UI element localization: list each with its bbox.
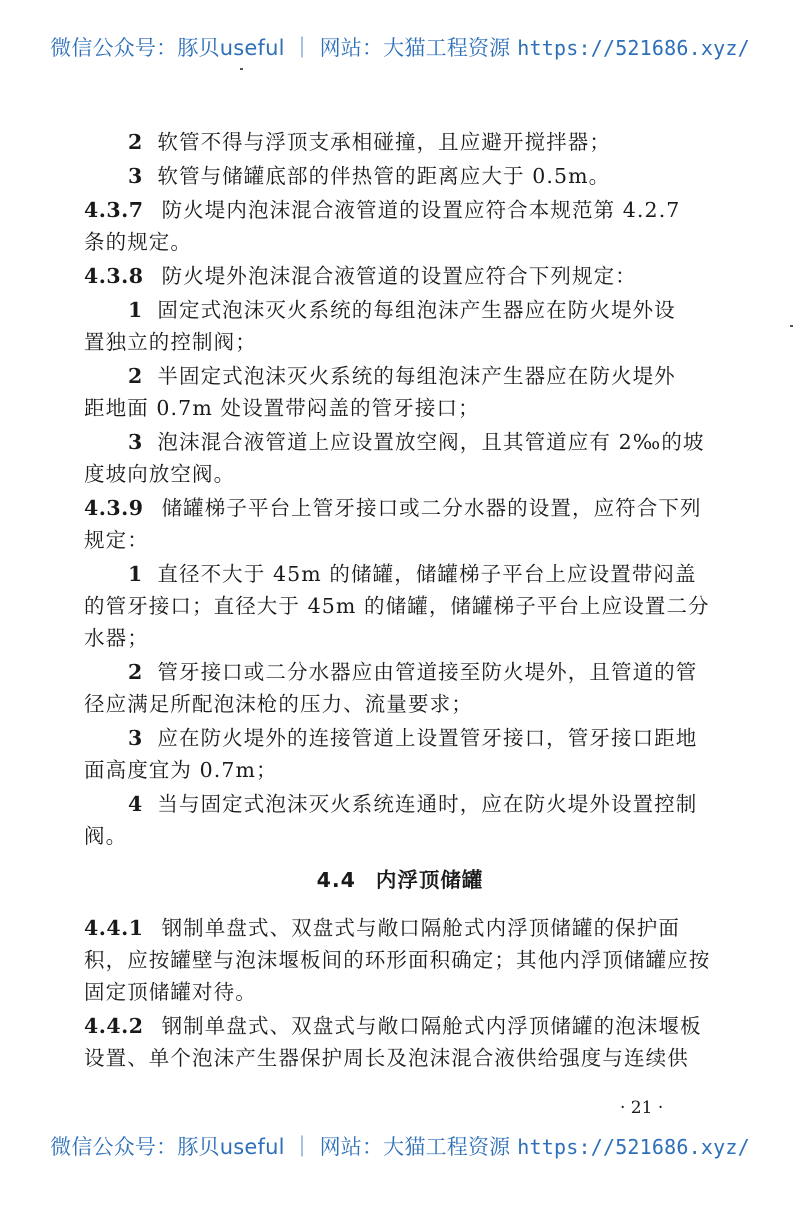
list-item — [84, 558, 716, 654]
list-item — [84, 788, 716, 852]
line-text: 半固定式泡沫灭火系统的每组泡沫产生器应在防火堤外 — [157, 364, 676, 388]
section-heading — [84, 864, 716, 896]
text-line — [84, 326, 716, 358]
clause-paragraph — [84, 492, 716, 556]
clause-number: 4.3.9 — [84, 496, 144, 520]
item-number: 1 — [128, 562, 144, 586]
watermark-top — [0, 32, 800, 62]
list-item — [84, 360, 716, 424]
list-item — [84, 294, 716, 358]
text-line — [84, 126, 716, 158]
line-text: 管牙接口或二分水器应由管道接至防火堤外，且管道的管 — [157, 660, 698, 684]
list-item — [84, 426, 716, 490]
text-line — [84, 788, 716, 820]
text-line — [84, 622, 716, 654]
list-item — [84, 656, 716, 720]
line-text: 阀。 — [84, 824, 128, 848]
watermark-bottom — [0, 1131, 800, 1161]
item-number: 1 — [128, 298, 144, 322]
line-text: 钢制单盘式、双盘式与敞口隔舱式内浮顶储罐的泡沫堰板 — [161, 1014, 702, 1038]
line-text: 储罐梯子平台上管牙接口或二分水器的设置，应符合下列 — [161, 496, 702, 520]
text-line — [84, 688, 716, 720]
watermark-text: 微信公众号：豚贝useful ｜ 网站：大猫工程资源 — [50, 36, 518, 60]
text-line — [84, 524, 716, 556]
clause-paragraph — [84, 194, 716, 258]
section-number: 4.4 — [316, 868, 356, 892]
line-text: 设置、单个泡沫产生器保护周长及泡沫混合液供给强度与连续供 — [84, 1046, 689, 1070]
line-text: 固定式泡沫灭火系统的每组泡沫产生器应在防火堤外设 — [157, 298, 676, 322]
line-text: 当与固定式泡沫灭火系统连通时，应在防火堤外设置控制 — [157, 792, 698, 816]
scan-speck — [790, 325, 793, 327]
scan-speck — [240, 68, 243, 70]
line-text: 软管与储罐底部的伴热管的距离应大于 0.5m。 — [157, 164, 611, 188]
watermark-url: https://521686.xyz/ — [517, 1135, 750, 1159]
line-text: 应在防火堤外的连接管道上设置管牙接口，管牙接口距地 — [157, 726, 698, 750]
line-text: 的管牙接口；直径大于 45m 的储罐，储罐梯子平台上应设置二分 — [84, 594, 710, 618]
watermark-url: https://521686.xyz/ — [517, 36, 750, 60]
text-line — [84, 1042, 716, 1074]
clause-paragraph — [84, 1010, 716, 1074]
item-number: 3 — [128, 164, 144, 188]
list-item — [84, 722, 716, 786]
line-text: 面高度宜为 0.7m； — [84, 758, 278, 782]
clause-list-4-4 — [84, 912, 716, 1074]
line-text: 度坡向放空阀。 — [84, 462, 236, 486]
page-number: · 21 · — [620, 1098, 664, 1118]
text-line — [84, 722, 716, 754]
text-line — [84, 944, 716, 976]
clause-number: 4.3.7 — [84, 198, 144, 222]
clause-paragraph — [84, 912, 716, 1008]
item-number: 3 — [128, 430, 144, 454]
item-number: 2 — [128, 660, 144, 684]
clause-number: 4.4.1 — [84, 916, 144, 940]
line-text: 径应满足所配泡沫枪的压力、流量要求； — [84, 692, 473, 716]
line-text: 距地面 0.7m 处设置带闷盖的管牙接口； — [84, 396, 480, 420]
text-line — [84, 360, 716, 392]
text-line — [84, 820, 716, 852]
text-line — [84, 260, 716, 292]
text-line — [84, 976, 716, 1008]
text-line — [84, 912, 716, 944]
clause-paragraph — [84, 260, 716, 292]
text-line — [84, 226, 716, 258]
line-text: 固定顶储罐对待。 — [84, 980, 257, 1004]
line-text: 置独立的控制阀； — [84, 330, 257, 354]
text-line — [84, 656, 716, 688]
text-line — [84, 590, 716, 622]
line-text: 防火堤内泡沫混合液管道的设置应符合本规范第 4.2.7 — [161, 198, 681, 222]
section-title: 内浮顶储罐 — [375, 868, 484, 892]
text-line — [84, 754, 716, 786]
text-line — [84, 294, 716, 326]
text-line — [84, 426, 716, 458]
line-text: 直径不大于 45m 的储罐，储罐梯子平台上应设置带闷盖 — [157, 562, 697, 586]
text-line — [84, 1010, 716, 1042]
line-text: 防火堤外泡沫混合液管道的设置应符合下列规定： — [161, 264, 637, 288]
line-text: 钢制单盘式、双盘式与敞口隔舱式内浮顶储罐的保护面 — [161, 916, 680, 940]
item-number: 4 — [128, 792, 144, 816]
watermark-text: 微信公众号：豚贝useful ｜ 网站：大猫工程资源 — [50, 1135, 518, 1159]
item-number: 3 — [128, 726, 144, 750]
line-text: 条的规定。 — [84, 230, 192, 254]
text-line — [84, 458, 716, 490]
line-text: 软管不得与浮顶支承相碰撞，且应避开搅拌器； — [157, 130, 611, 154]
text-line — [84, 492, 716, 524]
list-item — [84, 160, 716, 192]
line-text: 规定： — [84, 528, 149, 552]
text-line — [84, 160, 716, 192]
list-item — [84, 126, 716, 158]
text-line — [84, 194, 716, 226]
clause-number: 4.4.2 — [84, 1014, 144, 1038]
clause-list-4-3 — [84, 126, 716, 852]
text-line — [84, 558, 716, 590]
line-text: 水器； — [84, 626, 149, 650]
text-line — [84, 392, 716, 424]
line-text: 泡沫混合液管道上应设置放空阀，且其管道应有 2‰的坡 — [157, 430, 705, 454]
clause-number: 4.3.8 — [84, 264, 144, 288]
document-page — [84, 126, 716, 1076]
line-text: 积，应按罐壁与泡沫堰板间的环形面积确定；其他内浮顶储罐应按 — [84, 948, 711, 972]
item-number: 2 — [128, 130, 144, 154]
item-number: 2 — [128, 364, 144, 388]
